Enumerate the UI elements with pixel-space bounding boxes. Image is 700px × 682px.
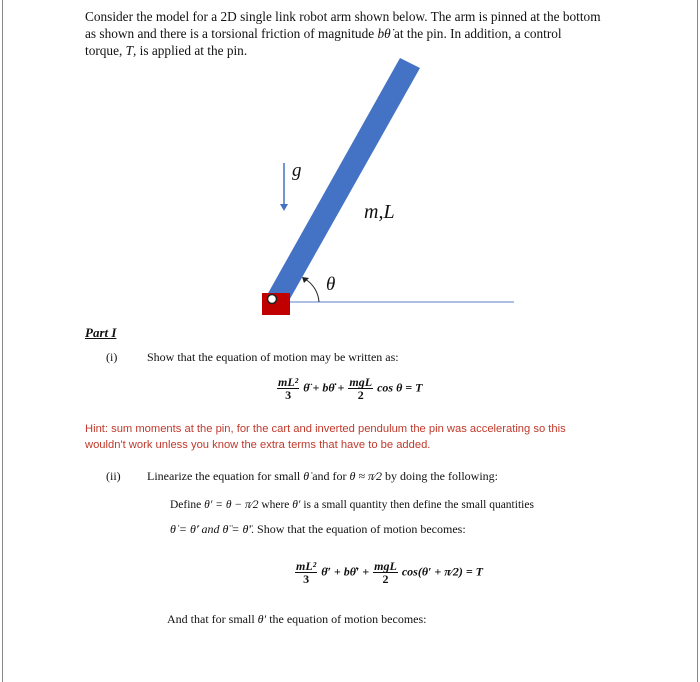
closing-line-b: the equation of motion becomes:: [266, 612, 427, 626]
item-ii-line-1: [147, 467, 498, 485]
hint-line-2: wouldn't work unless you know the extra terms that have to be added.: [85, 439, 431, 451]
item-ii-line-1-a: Linearize the equation for small: [147, 469, 304, 483]
item-ii-line-2-a: Define: [170, 499, 205, 511]
closing-theta-prime: θ′: [257, 612, 267, 626]
item-ii-line-3: [170, 520, 466, 538]
eq1-frac-gravity: [348, 376, 373, 401]
eq1-frac-gravity-den: 2: [357, 388, 364, 402]
item-ii-line-3-b: . Show that the equation of motion becomes:: [251, 522, 466, 536]
item-ii-number: (ii): [106, 469, 121, 483]
angle-theta-label: θ: [326, 274, 336, 295]
eq2-frac-gravity-den: 2: [382, 572, 389, 586]
eq2-tail: cos(θ′ + π⁄2) = T: [401, 564, 483, 579]
eq1-tail: cos θ = T: [377, 380, 423, 395]
theta-prime-symbol: θ′: [292, 499, 301, 511]
small-quantity-defs: θ̇ = θ̇′ and θ̈ = θ̈′: [170, 522, 252, 536]
pin-joint-icon: [268, 295, 277, 304]
item-ii-line-1-c: by doing the following:: [382, 469, 499, 483]
equation-of-motion: [276, 376, 422, 401]
part-1-heading: Part I: [85, 325, 117, 340]
item-i-number: (i): [106, 350, 118, 364]
intro-line-2-end: at the pin. In addition, a control: [390, 26, 562, 41]
closing-line-a: And that for small: [167, 612, 258, 626]
torque-symbol: T: [125, 43, 134, 58]
closing-line: [167, 610, 426, 628]
item-ii-line-2-b: where: [258, 499, 293, 511]
eq1-frac-gravity-num: mgL: [349, 375, 373, 389]
robot-arm-link: [262, 58, 420, 313]
friction-term: bθ̇: [377, 26, 391, 41]
eq1-frac-inertia-num: mL²: [278, 375, 299, 389]
intro-line-2-start: as shown and there is a torsional friction of magnitude: [85, 26, 378, 41]
eq1-frac-inertia-den: 3: [285, 388, 292, 402]
angle-arc: [305, 279, 319, 302]
item-ii-line-2: [170, 496, 534, 514]
theta-prime-definition: θ′ = θ − π⁄2: [204, 499, 259, 511]
eq1-frac-inertia: [277, 376, 299, 401]
linearized-equation: [294, 560, 483, 585]
angle-arc-arrowhead-icon: [302, 277, 309, 283]
item-ii-line-1-b: and for: [309, 469, 350, 483]
hint-note: [85, 421, 605, 453]
item-i-text: Show that the equation of motion may be written as:: [147, 350, 399, 364]
hint-line-1: Hint: sum moments at the pin, for the cart and inverted pendulum the pin was accelerating so this: [85, 423, 566, 435]
gravity-arrowhead-icon: [280, 204, 288, 211]
eq2-frac-inertia: [295, 560, 317, 585]
eq2-frac-gravity: [373, 560, 398, 585]
eq2-frac-gravity-num: mgL: [374, 559, 397, 573]
eq2-frac-inertia-num: mL²: [296, 559, 317, 573]
intro-line-3-end: , is applied at the pin.: [133, 43, 248, 58]
arm-mass-length-label: m,L: [364, 201, 395, 223]
item-ii-line-2-c: is a small quantity then define the small quantities: [300, 499, 534, 511]
intro-line-3-start: torque,: [85, 43, 126, 58]
gravity-label: g: [292, 160, 302, 181]
theta-approx: θ ≈ π⁄2: [349, 469, 383, 483]
theta-dot-symbol: θ̇: [303, 469, 310, 483]
eq2-frac-inertia-den: 3: [303, 572, 310, 586]
intro-line-1: Consider the model for a 2D single link robot arm shown below. The arm is pinned at the bottom: [85, 9, 601, 24]
eq2-middle-terms: θ̈′ + bθ̇′ +: [321, 564, 370, 579]
eq1-middle-terms: θ̈ + bθ̇ +: [303, 380, 345, 395]
